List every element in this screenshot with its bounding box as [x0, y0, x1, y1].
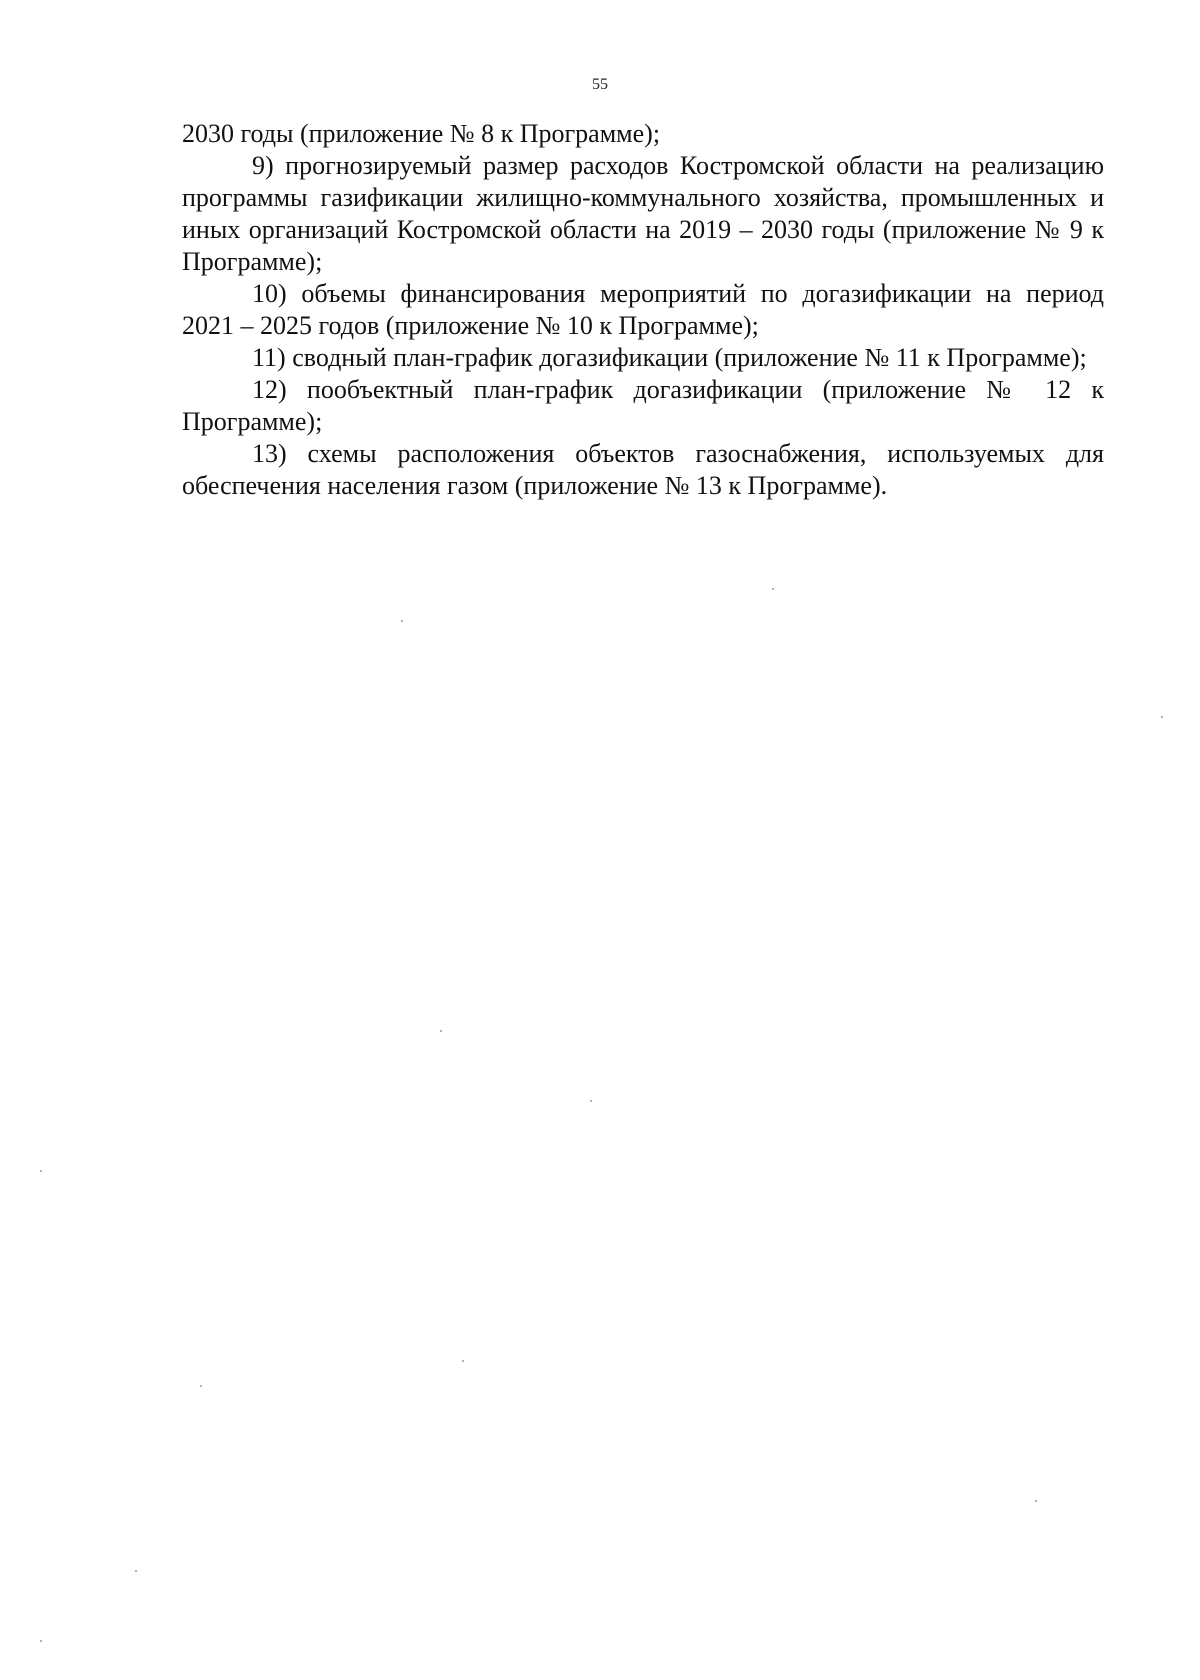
scan-speck	[40, 1640, 42, 1642]
scan-speck	[40, 1170, 42, 1172]
page-number: 55	[592, 76, 608, 93]
scan-speck	[135, 1570, 137, 1572]
scan-speck	[1035, 1500, 1037, 1502]
paragraph-continuation: 2030 годы (приложение № 8 к Программе);	[182, 119, 661, 148]
list-item-13: 13) схемы расположения объектов газоснабжения, используемых для обеспечения населения газом (приложение № 13 к Программе).	[182, 439, 1104, 500]
list-item-11: 11) сводный план-график догазификации (приложение № 11 к Программе);	[252, 343, 1087, 372]
scan-speck	[590, 1100, 592, 1102]
document-body	[182, 118, 1104, 502]
list-item-10: 10) объемы финансирования мероприятий по догазификации на период 2021 – 2025 годов (приложение № 10 к Программе);	[182, 279, 1104, 340]
scan-speck	[1161, 716, 1163, 718]
scan-speck	[462, 1360, 464, 1362]
scan-speck	[401, 620, 403, 622]
scan-speck	[772, 588, 774, 590]
list-item-9: 9) прогнозируемый размер расходов Костромской области на реализацию программы газификации жилищно-коммунального хозяйства, промышленных и иных организаций Костромской области на 2019 – 2030 годы (приложение № 9 к Программе);	[182, 151, 1104, 276]
scan-speck	[440, 1030, 442, 1032]
scan-speck	[200, 1385, 202, 1387]
list-item-12: 12) пообъектный план-график догазификации (приложение № 12 к Программе);	[182, 375, 1104, 436]
